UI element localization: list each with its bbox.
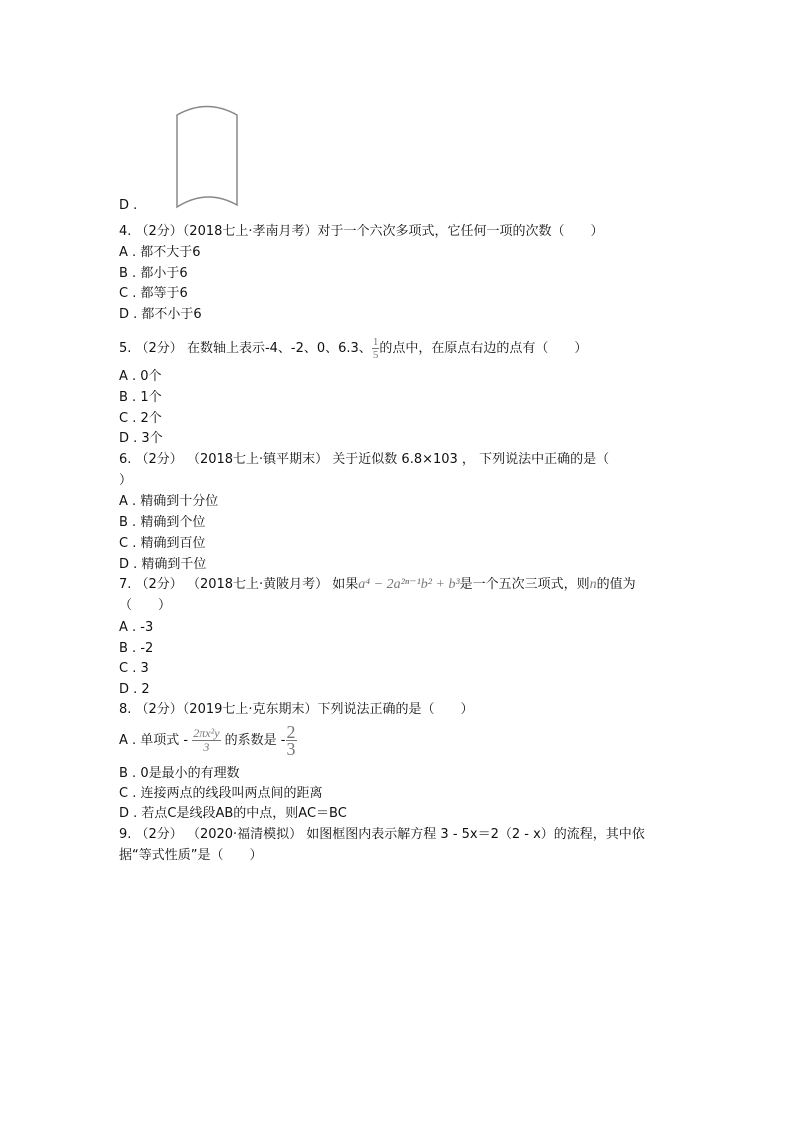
q7-option-d: D . 2 [119,682,150,697]
q5-frac-num: 1 [372,336,379,348]
flowchart-document-shape [170,100,250,215]
q7-stem-mid: 是一个五次三项式，则 [459,577,590,592]
q7-stem-before: 7. （2分） （2018七上·黄陂月考） 如果 [119,577,359,592]
q5-stem [119,336,587,361]
q8-monomial-den: 3 [203,740,210,754]
q3-option-d: D . [119,198,138,213]
q5-option-c: C . 2个 [119,411,162,426]
q5-option-a: A . 0个 [119,369,162,384]
q6-stem: 6. （2分） （2018七上·镇平期末） 关于近似数 6.8×103 ， 下列说法中正确的是（ [119,452,610,467]
q9-stem-cont: 据“等式性质”是（ ） [119,848,263,863]
q5-stem-before: 5. （2分） 在数轴上表示-4、-2、0、6.3、 [119,341,372,356]
q6-option-a: A . 精确到十分位 [119,494,219,509]
q8-option-a [119,724,297,757]
q8-monomial-num: 2πx²y [193,726,220,740]
q8-stem: 8. （2分）（2019七上·克东期末）下列说法正确的是（ ） [119,702,474,717]
q6-stem-cont: ） [119,473,133,488]
q8-coef-fraction [286,724,297,757]
q7-stem-after: 的值为 [596,577,636,592]
q7-variable: n [589,577,597,592]
q8-option-a-mid: 的系数是 - [224,733,286,748]
q8-coef-num: 2 [286,722,296,742]
q8-monomial-fraction [192,727,220,754]
q7-option-a: A . -3 [119,620,154,635]
q5-frac-den: 5 [372,349,379,361]
q6-option-d: D . 精确到千位 [119,557,207,572]
q8-option-b: B . 0是最小的有理数 [119,766,240,781]
q4-option-b: B . 都小于6 [119,266,188,281]
q8-coef-den: 3 [286,739,296,759]
q8-option-d: D . 若点C是线段AB的中点，则AC＝BC [119,806,347,821]
q5-option-d: D . 3个 [119,431,163,446]
q9-stem: 9. （2分） （2020·福清模拟） 如图框图内表示解方程 3 - 5x＝2（2 - x）的流程，其中依 [119,827,645,842]
q4-stem: 4. （2分）（2018七上·孝南月考）对于一个六次多项式，它任何一项的次数（ ） [119,224,604,239]
q4-option-a: A . 都不大于6 [119,245,201,260]
q7-stem-cont: （ ） [119,598,172,613]
q7-expression: a⁴ − 2a²ⁿ⁻¹b² + b³ [358,577,460,592]
q8-option-c: C . 连接两点的线段叫两点间的距离 [119,786,323,801]
q5-stem-after: 的点中，在原点右边的点有（ ） [379,341,588,356]
q4-option-d: D . 都不小于6 [119,307,202,322]
q8-option-a-before: A . 单项式 - [119,733,189,748]
q7-option-b: B . -2 [119,641,154,656]
q5-option-b: B . 1个 [119,390,162,405]
q6-option-b: B . 精确到个位 [119,515,206,530]
q6-option-c: C . 精确到百位 [119,536,206,551]
q7-option-c: C . 3 [119,661,149,676]
q7-stem [119,577,636,593]
q4-option-c: C . 都等于6 [119,286,188,301]
